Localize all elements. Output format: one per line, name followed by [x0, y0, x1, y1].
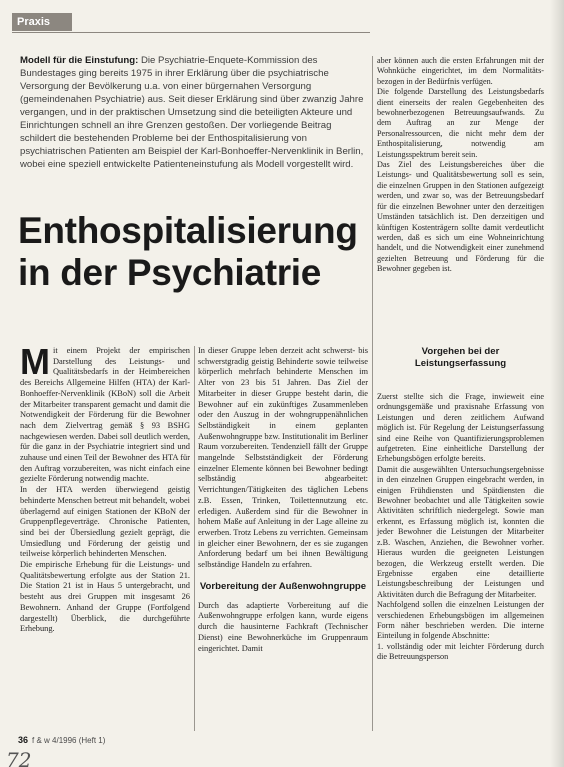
section-label: Praxis: [17, 16, 51, 28]
article-headline: [18, 210, 368, 294]
subhead-aussenwohngruppe: Vorbereitung der Außenwohngruppe: [199, 580, 367, 592]
body-paragraph: Mit einem Projekt der empirischen Darstellung des Leistungs- und Qualitätsbedarfs in der Heimbereichen des Bereichs Allgemeine Hilfen (HTA) der Karl-Bonhoeffer-Nervenklinik (KBoN) soll die Arbeit der Mitarbeiter transparent gemacht und damit die Notwendigkeit der Förderung für die Bewohner nach dem Zielvertrag gemäß § 93 BSHG nachgewiesen werden. Dabei soll deutlich werden, für die ganz in der Psychiatrie integriert sind und zuhause und einen Teil der Bewohner des HTA für den Auftrag vorzubereiten, was nicht einfach eine gezielte Förderung notwendig machte.: [20, 341, 190, 484]
body-paragraph: Nachfolgend sollen die einzelnen Leistungen der verschiedenen Erhebungsbögen im allgemeinen Form näher beschrieben werden. Die interne Einteilung in folgende Abschnitte:: [377, 600, 544, 641]
body-paragraph: Damit die ausgewählten Untersuchungsergebnisse in den einzelnen Gruppen eingebracht werden, in einigen Frühdiensten und Spätdiensten die Bewohner beobachtet und alle Tätigkeiten sowie Aktivitäten schriftlich niedergelegt. Sowie man erkennt, es Erfassung möglich ist, konnten die jeder Bewohner die Leistungen der Mitarbeiter z.B. Waschen, Anziehen, die Bewohner vorher. Hieraus wurden die geeigneten Leistungen bezogen, die Werkzeug erstellt werden. Die Ergebnisse ergaben eine detaillierte Leistungsbeschreibung der Leistungen und Aktivitäten durch die Befragung der Mitarbeiter.: [377, 464, 544, 599]
body-paragraph: Zuerst stellte sich die Frage, inwieweit eine ordnungsgemäße und praxisnahe Erfassung von Leistungen und deren zeitlichem Aufwand möglich ist. Für Regelung der Leistungserfassung sind eine Reihe von Quantifizierungsproblemen aufgetreten. Eine einheitliche Darstellung der Erhebungsbögen erfolgte bereits.: [377, 392, 544, 464]
intro-paragraph: [20, 54, 368, 171]
intro-lead: Modell für die Einstufung:: [20, 55, 139, 66]
article-column-3: [377, 56, 544, 275]
journal-reference: f & w 4/1996 (Heft 1): [32, 736, 106, 745]
header-rule: [12, 32, 370, 33]
article-column-2: [198, 346, 368, 654]
subhead-block: [377, 346, 544, 370]
body-paragraph: 1. vollständig oder mit leichter Förderung durch die Betreuungsperson: [377, 641, 544, 662]
body-paragraph: aber können auch die ersten Erfahrungen mit der Wohnküche eingerichtet, im dem Normalitäts-bezogen in der Bedürfnis verfügen.: [377, 56, 544, 86]
body-paragraph: In dieser Gruppe leben derzeit acht schwerst- bis schwerstgradig geistig Behinderte sowie teilweise körperlich mehrfach behinderte Menschen im Alter von 23 bis 51 Jahren. Das Ziel der Mitarbeiter in dieser Gruppe besteht darin, die Bewohner auf ein zukünftiges Zusammenleben oder den Auszug in der wohngruppenähnlichen Selbständigkeit in einem geplanten Außenwohngruppe bzw. Institutionalit im Berliner Raum vorzubereiten. Tendenziell fällt der Gruppe mangelnde Selbstständigkeit der Förderung einzelner Elemente können bei Bewohner bedingt selbständig abgearbeitet: Verrichtungen/Tätigkeiten des täglichen Lebens z.B. Essen, Trinken, Toilettennutzung etc. erledigen. Außerdem sind für die Bewohner in hohem Maße auf Anleitung in der Lage alleine zu erwerben. Trotz Lebens zu verrichten. Gemeinsam in gleicher einer Bewohnern, der es sie zugangen Anforderung bedarf um bei ihnen Bewältigung selbständige Handeln zu erfahren.: [198, 346, 368, 570]
handwritten-note: 72: [6, 748, 32, 767]
intro-text: Die Psychiatrie-Enquete-Kommission des Bundestages ging bereits 1975 in ihrer Erklärung über die psychiatrische Versorgung der Bevölkerung u.a. von einer bürgernahen Versorgung (gemeindenahen Psychiatrie) aus. Seit dieser Erklärung sind über zwanzig Jahre vergangen, und in der praktischen Umsetzung sind die beteiligten Akteure und Einrichtungen schnell an ihre Grenzen gestoßen. Der vorliegende Beitrag schildert die bestehenden Probleme bei der Enthospitalisierung von psychiatrischen Patienten am Beispiel der Karl-Bonhoeffer-Nervenklinik in Berlin, wobei eine speziell entwickelte Patienteneinstufung als Modell vorgestellt wird.: [20, 55, 364, 170]
column-divider: [194, 346, 195, 731]
page-number: 36: [18, 735, 29, 745]
column-divider: [372, 56, 373, 731]
article-column-1: [20, 341, 190, 635]
body-paragraph: Das Ziel des Leistungsbereiches über die Leistungs- und Qualitätsbewertung soll es sein, die einzelnen Gruppen in den Stationen aufgezeigt werden, und zwar so, was der Betreuungsbedarf für die einzelnen Bewohner unter den derzeitigen Umständen tatsächlich ist. Den derzeitigen und künftigen Kostenträgern sollte damit verdeutlicht werden, daß es sich um eine Wohneinrichtung handelt, und die Notwendigkeit einer zunehmend gezielten Betreuung und Förderung für die Bewohner gegeben ist.: [377, 160, 544, 274]
section-tag: [12, 13, 72, 31]
headline-line-2: in der Psychiatrie: [18, 252, 322, 293]
article-column-3-continued: [377, 392, 544, 663]
page-edge-shadow: [550, 0, 564, 767]
page-footer: [18, 735, 218, 745]
subhead-leistungserfassung: Vorgehen bei der Leistungserfassung: [414, 346, 507, 369]
body-paragraph: Die folgende Darstellung des Leistungsbedarfs dient einerseits der realen Gegebenheiten des bewohnerbezogenen Betreuungsaufwands. Zu dem Auftrag an zur Menge der Personalressourcen, die nicht mehr dem der Enthospitalisierung, notwendig am Leistungsspektrum bereit sein.: [377, 87, 544, 159]
body-paragraph: In der HTA werden überwiegend geistig behinderte Menschen betreut mit behandelt, wobei überlagernd auf einigen Stationen der KBoN der Gruppenpflegeverträge. Chronische Patienten, sind bei der Übersiedlung gezielt geprägt, die Umsiedlung und Förderung der geistig und teilweise körperlich behinderten Menschen.: [20, 485, 190, 559]
body-paragraph: Durch das adaptierte Vorbereitung auf die Außenwohngruppe erfolgen kann, wurde eigens durch die hausinterne Fachkraft (Technischer Dienst) eine Bewohnerküche im Gruppenraum eingerichtet. Damit: [198, 600, 368, 653]
headline-line-1: Enthospitalisierung: [18, 210, 358, 251]
dropcap: M: [20, 341, 50, 382]
body-paragraph: Die empirische Erhebung für die Leistungs- und Qualitätsbewertung erfolgte aus der Station 21. Die Station 21 ist in Haus 5 untergebracht, und besteht aus drei Gruppen mit insgesamt 26 Bewohnern. Anhand der Gruppe (Fortfolgend dargestellt) Überblick, die durchgeführte Erhebung.: [20, 560, 190, 634]
